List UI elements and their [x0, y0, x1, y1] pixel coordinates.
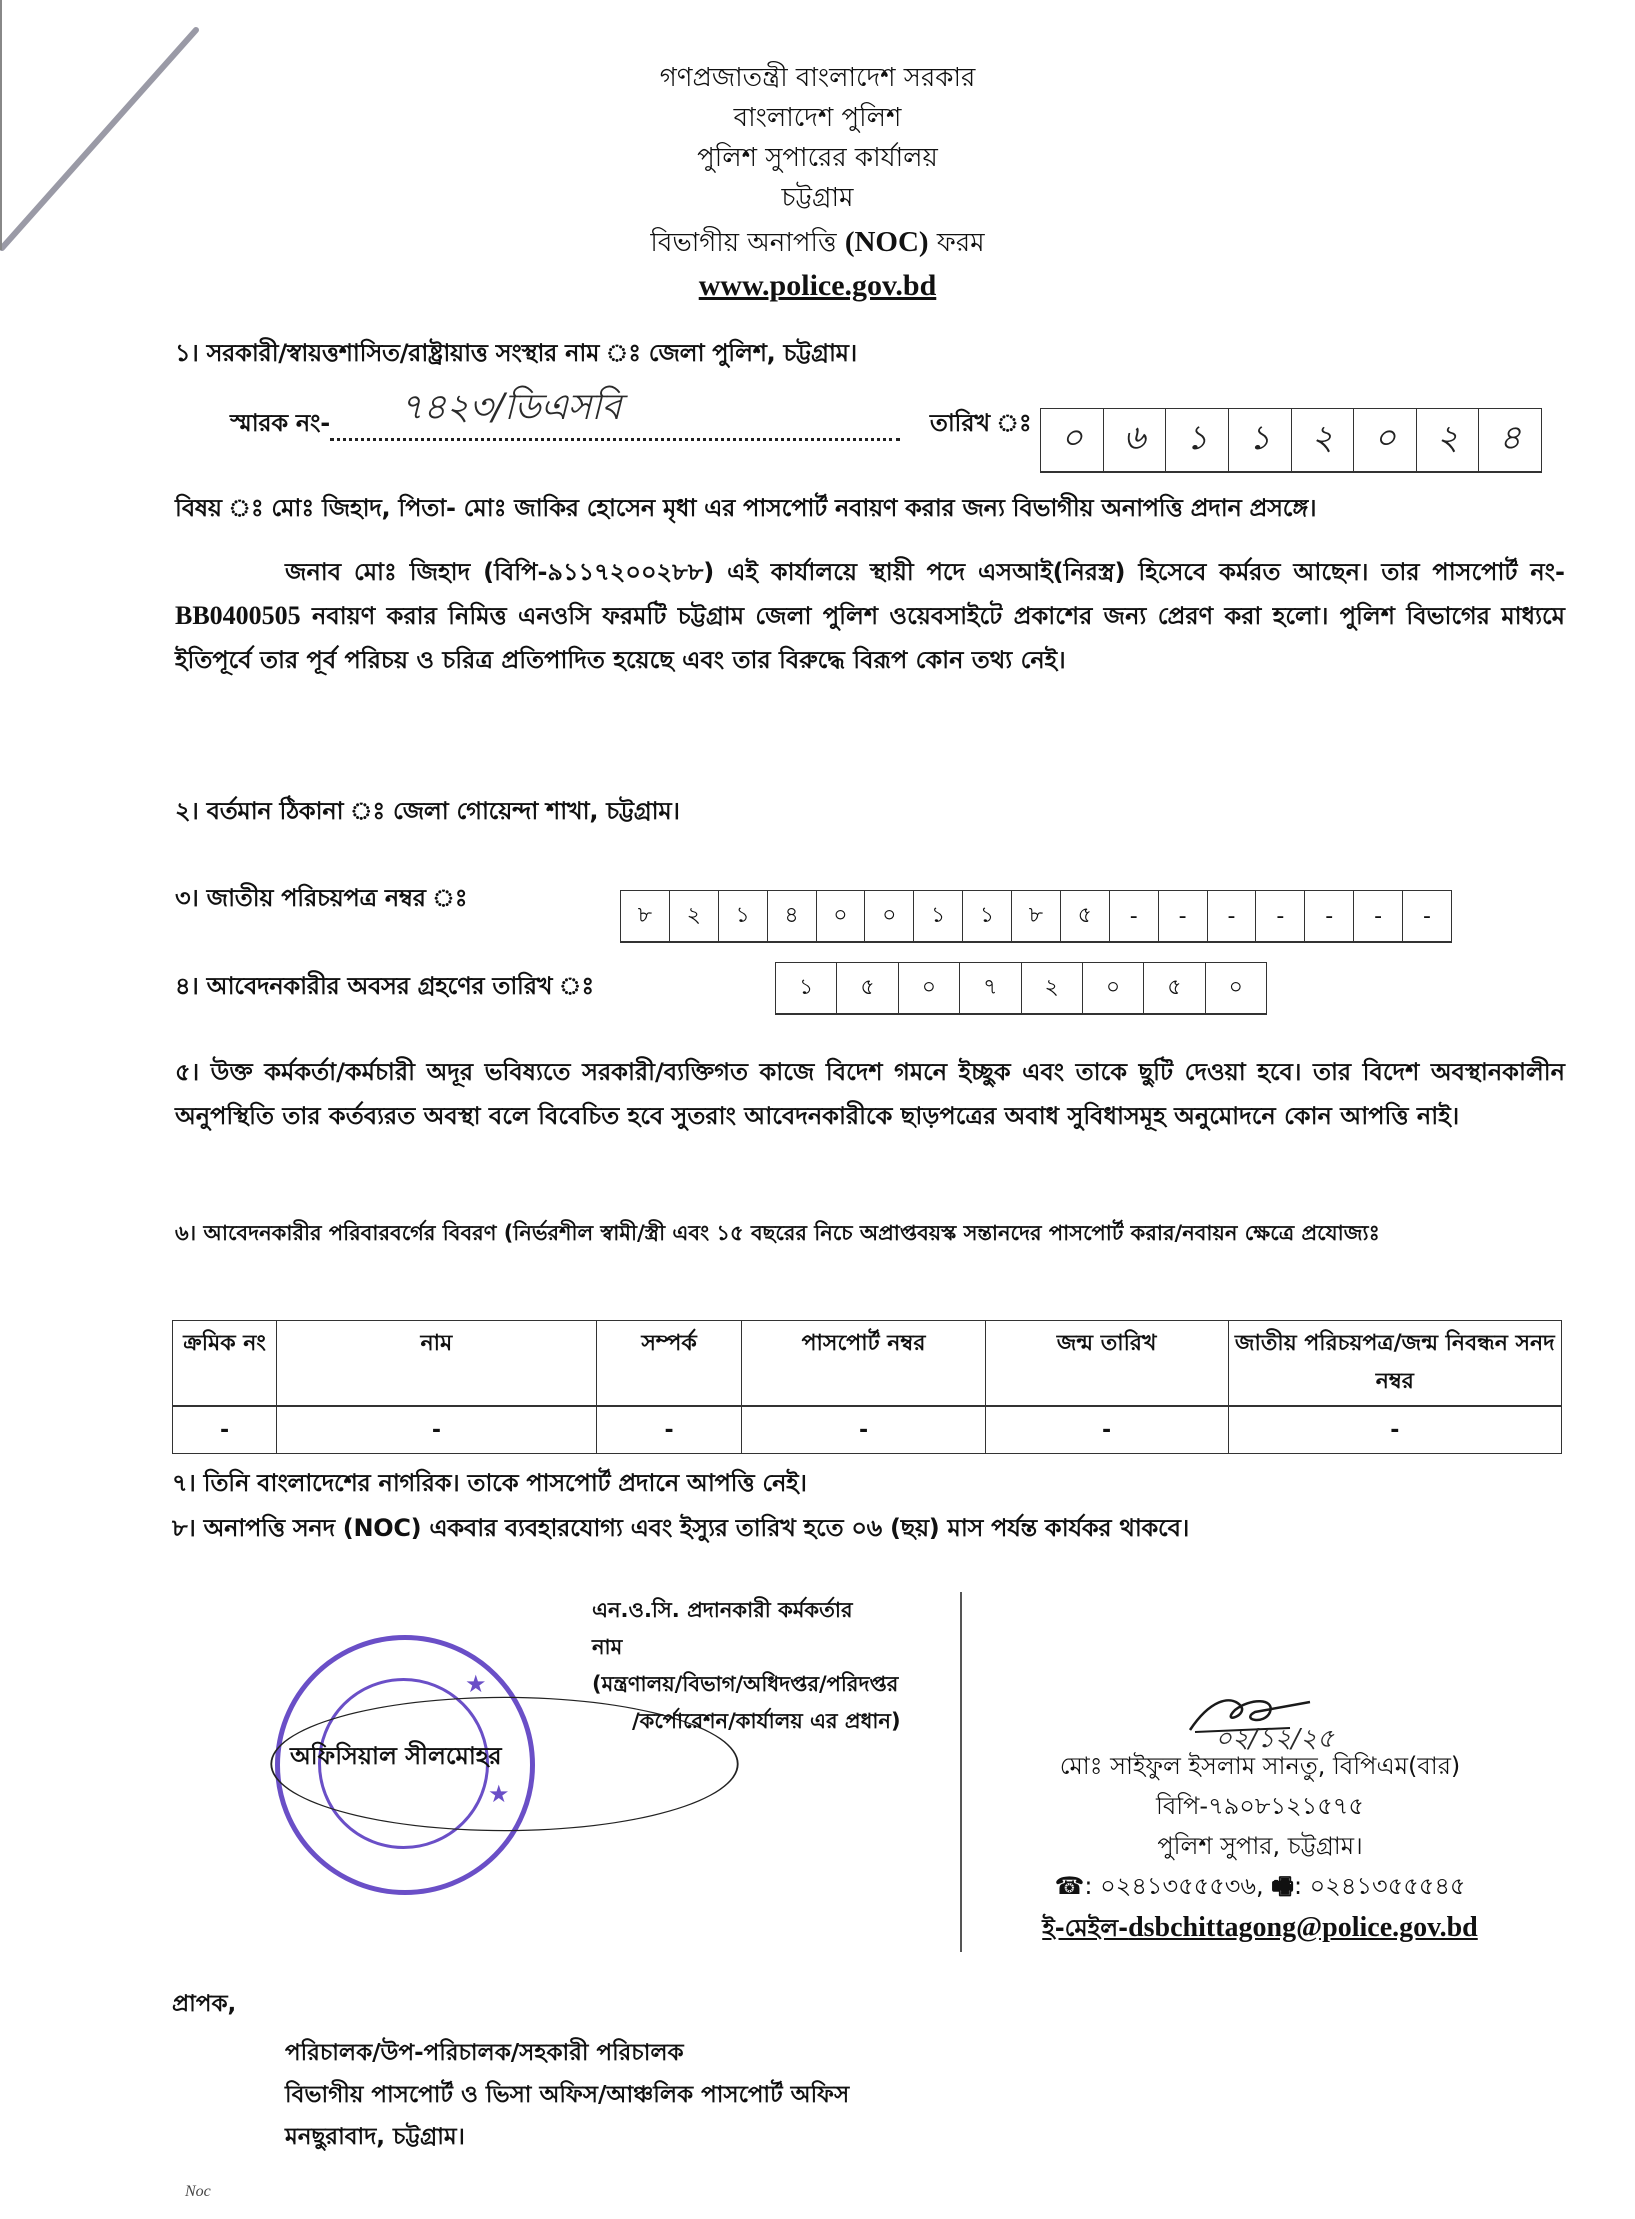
- memo-date-digit: ২: [1292, 409, 1355, 471]
- form-title-text: বিভাগীয় অনাপত্তি: [650, 228, 845, 258]
- memo-date-digit: ৪: [1499, 417, 1522, 458]
- phone-icon: ☎: [1054, 1872, 1085, 1900]
- passport-number: BB0400505: [175, 601, 301, 630]
- family-table-header-cell: পাসপোর্ট নম্বর: [742, 1321, 985, 1407]
- footer-tag: Noc: [185, 2183, 211, 2200]
- nid-digit: ১: [963, 891, 1012, 941]
- nid-digit: -: [1159, 891, 1208, 941]
- family-table-cell: -: [277, 1406, 596, 1454]
- police-title: বাংলাদেশ পুলিশ: [733, 103, 902, 133]
- issuer-caption-line2: নাম: [592, 1635, 623, 1659]
- recipient-label: প্রাপক,: [172, 1991, 237, 2017]
- nid-digit: ০: [817, 891, 866, 941]
- memo-date-digit: ১: [1229, 409, 1292, 471]
- fax-number: ০২৪১৩৫৫৫৪৫: [1309, 1872, 1466, 1900]
- item5-travel-statement: ৫। উক্ত কর্মকর্তা/কর্মচারী অদূর ভবিষ্যতে সরকারী/ব্যক্তিগত কাজে বিদেশ গমনে ইচ্ছুক এবং তাকে ছুটি দেওয়া হবে। তার বিদেশ অবস্থানকালীন অনুপস্থিতি তার কর্তব্যরত অবস্থা বলে বিবেচিত হবে সুতরাং আবেদনকারীকে ছাড়পত্রের অবাধ সুবিধাসমূহ অনুমোদনে কোন আপত্তি নাই।: [175, 1058, 1565, 1130]
- nid-digit: ৮: [621, 891, 670, 941]
- item7-citizenship: ৭। তিনি বাংলাদেশের নাগরিক। তাকে পাসপোর্ট প্রদানে আপত্তি নেই।: [172, 1469, 807, 1497]
- memo-date-digit: ০: [1354, 409, 1417, 471]
- item8-validity: ৮। অনাপত্তি সনদ (NOC) একবার ব্যবহারযোগ্য এবং ইস্যুর তারিখ হতে ০৬ (ছয়) মাস পর্যন্ত কার্যকর থাকবে।: [172, 1514, 1190, 1542]
- retirement-date-digit: ০: [899, 963, 960, 1013]
- nid-digit: ১: [719, 891, 768, 941]
- retirement-date-digit: ৫: [1144, 963, 1205, 1013]
- form-title-suffix: ফরম: [928, 228, 985, 258]
- nid-digit: -: [1354, 891, 1403, 941]
- nid-digit: ১: [914, 891, 963, 941]
- memo-date-digit: ১: [1166, 409, 1229, 471]
- subject-line: বিষয় ঃ মোঃ জিহাদ, পিতা- মোঃ জাকির হোসেন মৃধা এর পাসপোর্ট নবায়ণ করার জন্য বিভাগীয় অনাপত্তি প্রদান প্রসঙ্গে।: [175, 494, 1317, 522]
- nid-digit: ৪: [768, 891, 817, 941]
- stamp-star-icon: ★: [488, 1780, 510, 1808]
- item6-family-details: ৬। আবেদনকারীর পরিবারবর্গের বিবরণ (নির্ভরশীল স্বামী/স্ত্রী এবং ১৫ বছরের নিচে অপ্রাপ্তবয়স্ক সন্তানদের পাসপোর্ট করার/নবায়ন ক্ষেত্রে প্রযোজ্যঃ: [175, 1221, 1380, 1245]
- nid-digit: -: [1256, 891, 1305, 941]
- item1-org-name: ১। সরকারী/স্বায়ত্তশাসিত/রাষ্ট্রায়াত্ত সংস্থার নাম ঃ জেলা পুলিশ, চট্টগ্রাম।: [175, 339, 857, 367]
- signatory-name: মোঃ সাইফুল ইসলাম সানতু, বিপিএম(বার): [1059, 1752, 1461, 1780]
- retirement-date-digit: ০: [1083, 963, 1144, 1013]
- memo-date-digit: ০: [1041, 409, 1104, 471]
- recipient-address: [285, 2032, 849, 2158]
- email-label: ই-মেইল-: [1042, 1914, 1129, 1942]
- signatory-designation: পুলিশ সুপার, চট্টগ্রাম।: [1157, 1832, 1363, 1860]
- form-title: [0, 222, 1635, 263]
- family-table-header-cell: জাতীয় পরিচয়পত্র/জন্ম নিবন্ধন সনদ নম্বর: [1228, 1321, 1561, 1407]
- item2-address: ২। বর্তমান ঠিকানা ঃ জেলা গোয়েন্দা শাখা, চট্টগ্রাম।: [175, 797, 680, 825]
- family-table-header-cell: জন্ম তারিখ: [985, 1321, 1228, 1407]
- memo-date-label: তারিখ ঃ: [929, 409, 1032, 437]
- email-link[interactable]: dsbchittagong@police.gov.bd: [1128, 1912, 1478, 1943]
- nid-digit: ০: [865, 891, 914, 941]
- nid-digit: -: [1305, 891, 1354, 941]
- signature-divider: [960, 1592, 962, 1952]
- family-table: [172, 1320, 1562, 1454]
- memo-label: স্মারক নং-: [230, 409, 330, 437]
- body-text-end: নবায়ণ করার নিমিত্ত এনওসি ফরমটি চট্টগ্রাম জেলা পুলিশ ওয়েবসাইটে প্রকাশের জন্য প্রেরণ করা হলো। পুলিশ বিভাগের মাধ্যমে ইতিপূর্বে তার পূর্ব পরিচয় ও চরিত্র প্রতিপাদিত হয়েছে এবং তার বিরুদ্ধে বিরূপ কোন তথ্য নেই।: [175, 602, 1565, 674]
- family-table-header-cell: ক্রমিক নং: [173, 1321, 277, 1407]
- retirement-date-digit: ১: [776, 963, 837, 1013]
- family-table-cell: -: [1228, 1406, 1561, 1454]
- issuer-caption: [592, 1592, 901, 1740]
- signature-date: ০২/১২/২৫: [1215, 1724, 1334, 1754]
- nid-digit: -: [1422, 903, 1431, 929]
- family-table-header-row: [173, 1321, 1562, 1407]
- memo-number-field[interactable]: [330, 387, 900, 441]
- signatory-bp-number: বিপি-৭৯০৮১২১৫৭৫: [1156, 1792, 1364, 1820]
- signatory-block: [980, 1746, 1540, 1948]
- memo-date-digit: ৬: [1104, 409, 1167, 471]
- phone-number: ০২৪১৩৫৫৫৩৬: [1100, 1872, 1257, 1900]
- body-text-start: জনাব মোঃ জিহাদ (বিপি-৯১১৭২০০২৮৮) এই কার্যালয়ে স্থায়ী পদে এসআই(নিরস্ত্র) হিসেবে কর্মরত আছেন। তার পাসপোর্ট নং-: [285, 558, 1565, 586]
- office-title: পুলিশ সুপারের কার্যালয়: [697, 143, 938, 173]
- memo-date-digit: ২: [1417, 409, 1480, 471]
- stamp-star-icon: ★: [465, 1670, 487, 1698]
- memo-date-box: [1040, 408, 1542, 473]
- form-title-noc: (NOC): [844, 226, 929, 258]
- nid-digit: ২: [670, 891, 719, 941]
- recipient-line3: মনছুরাবাদ, চট্টগ্রাম।: [285, 2124, 465, 2150]
- nid-digit: ৮: [1012, 891, 1061, 941]
- recipient-line2: বিভাগীয় পাসপোর্ট ও ভিসা অফিস/আঞ্চলিক পাসপোর্ট অফিস: [285, 2082, 850, 2108]
- district-title: চট্টগ্রাম: [781, 183, 854, 213]
- family-table-header-cell: নাম: [277, 1321, 596, 1407]
- nid-digit: ৫: [1061, 891, 1110, 941]
- family-table-cell: -: [742, 1406, 985, 1454]
- recipient-line1: পরিচালক/উপ-পরিচালক/সহকারী পরিচালক: [285, 2040, 684, 2066]
- website-line: [0, 266, 1635, 307]
- family-table-cell: -: [596, 1406, 742, 1454]
- body-paragraph: [175, 550, 1565, 682]
- nid-digit: -: [1208, 891, 1257, 941]
- retirement-date-digit: ৫: [837, 963, 898, 1013]
- memo-number-value: ৭৪২৩/ডিএসবি: [399, 387, 622, 428]
- item4-retirement-label: ৪। আবেদনকারীর অবসর গ্রহণের তারিখ ঃ: [175, 972, 594, 1000]
- family-table-cell: -: [173, 1406, 277, 1454]
- seal-label: অফিসিয়াল সীলমোহর: [290, 1742, 502, 1770]
- item3-nid-label: ৩। জাতীয় পরিচয়পত্র নম্বর ঃ: [175, 884, 468, 912]
- family-table-header-cell: সম্পর্ক: [596, 1321, 742, 1407]
- retirement-date-digit: ২: [1022, 963, 1083, 1013]
- signatory-contact: ☎: ০২৪১৩৫৫৫৩৬, 🖷: ০২৪১৩৫৫৫৪৫: [1054, 1872, 1466, 1900]
- issuer-caption-line1: এন.ও.সি. প্রদানকারী কর্মকর্তার: [592, 1598, 853, 1622]
- family-table-row: [173, 1406, 1562, 1454]
- retirement-date-digit: ০: [1228, 974, 1243, 1000]
- issuer-caption-line4: /কর্পোরেশন/কার্যালয় এর প্রধান): [632, 1709, 901, 1733]
- retirement-date-box: [775, 962, 1267, 1015]
- retirement-date-digit: ৭: [960, 963, 1021, 1013]
- nid-digit: -: [1110, 891, 1159, 941]
- family-table-cell: -: [985, 1406, 1228, 1454]
- nid-digit-box: [620, 890, 1452, 943]
- fax-icon: 🖷: [1271, 1872, 1294, 1900]
- website-link[interactable]: www.police.gov.bd: [698, 269, 937, 302]
- email-line: [980, 1908, 1540, 1948]
- gov-title: গণপ্রজাতন্ত্রী বাংলাদেশ সরকার: [659, 63, 976, 93]
- memo-line: [230, 387, 1032, 441]
- issuer-caption-line3: (মন্ত্রণালয়/বিভাগ/অধিদপ্তর/পরিদপ্তর: [592, 1672, 899, 1696]
